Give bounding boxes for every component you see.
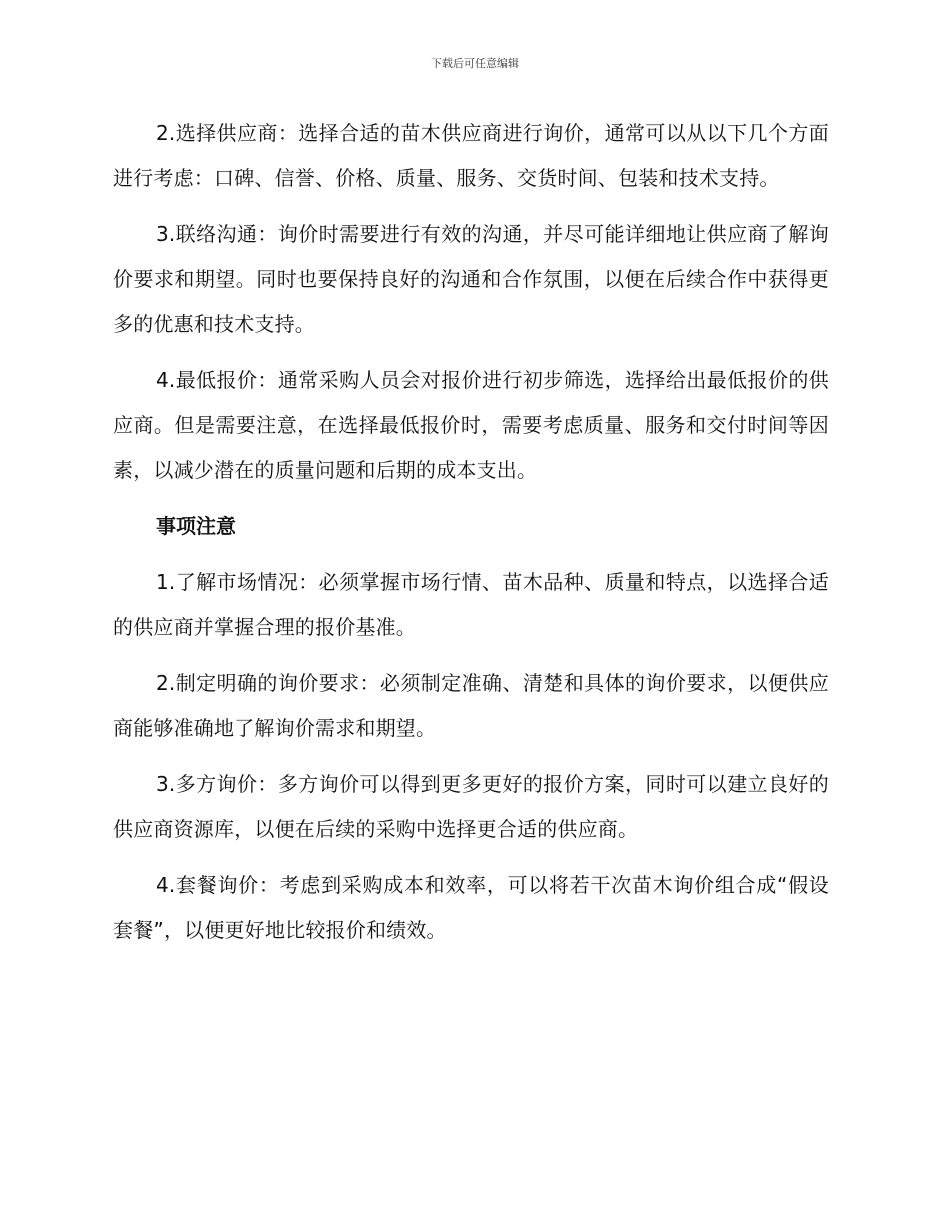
page-header: 下载后可任意编辑 (431, 57, 519, 70)
paragraph-communication: 3.联络沟通：询价时需要进行有效的沟通，并尽可能详细地让供应商了解询价要求和期望。同时也要保持良好的沟通和合作氛围，以便在后续合作中获得更多的优惠和技术支持。 (113, 222, 829, 336)
paragraph-multi-quote: 3.多方询价：多方询价可以得到更多更好的报价方案，同时可以建立良好的供应商资源库，以便在后续的采购中选择更合适的供应商。 (113, 772, 829, 841)
paragraph-package-quote: 4.套餐询价：考虑到采购成本和效率，可以将若干次苗木询价组合成“假设套餐”，以便更好地比较报价和绩效。 (113, 873, 829, 942)
paragraph-supplier-selection: 2.选择供应商：选择合适的苗木供应商进行询价，通常可以从以下几个方面进行考虑：口碑、信誉、价格、质量、服务、交货时间、包装和技术支持。 (113, 121, 829, 190)
section-heading: 事项注意 (156, 514, 236, 538)
document-body (113, 111, 829, 964)
paragraph-market-info: 1.了解市场情况：必须掌握市场行情、苗木品种、质量和特点，以选择合适的供应商并掌握合理的报价基准。 (113, 570, 829, 639)
paragraph-clear-requirements: 2.制定明确的询价要求：必须制定准确、清楚和具体的询价要求，以便供应商能够准确地了解询价需求和期望。 (113, 671, 829, 740)
paragraph-lowest-quote: 4.最低报价：通常采购人员会对报价进行初步筛选，选择给出最低报价的供应商。但是需要注意，在选择最低报价时，需要考虑质量、服务和交付时间等因素，以减少潜在的质量问题和后期的成本支出。 (113, 368, 829, 482)
